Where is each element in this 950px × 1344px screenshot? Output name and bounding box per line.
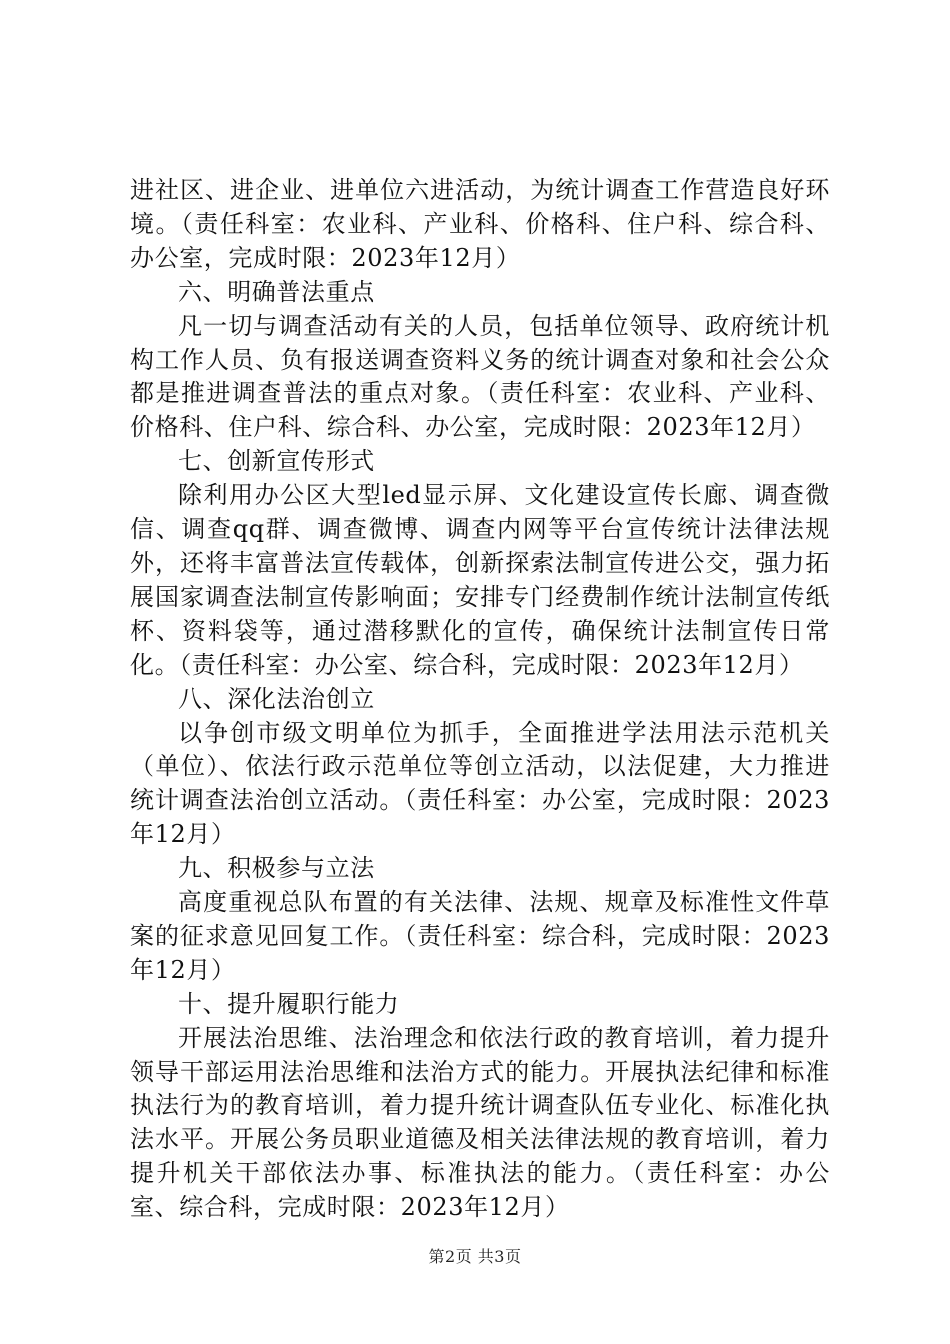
section-heading-10: 十、提升履职行能力 bbox=[178, 989, 400, 1018]
document-body bbox=[130, 174, 830, 1225]
section-heading-8: 八、深化法治创立 bbox=[178, 684, 375, 713]
paragraph-section-8: 以争创市级文明单位为抓手，全面推进学法用法示范机关（单位）、依法行政示范单位等创立活动，以法促建，大力推进统计调查法治创立活动。（责任科室：办公室，完成时限：2023年12月） bbox=[130, 718, 830, 849]
paragraph-section-7: 除利用办公区大型led显示屏、文化建设宣传长廊、调查微信、调查qq群、调查微博、调查内网等平台宣传统计法律法规外，还将丰富普法宣传载体，创新探索法制宣传进公交，强力拓展国家调查法制宣传影响面；安排专门经费制作统计法制宣传纸杯、资料袋等，通过潜移默化的宣传，确保统计法制宣传日常化。（责任科室：办公室、综合科，完成时限：2023年12月） bbox=[130, 481, 830, 679]
paragraph-section-9: 高度重视总队布置的有关法律、法规、规章及标准性文件草案的征求意见回复工作。（责任科室：综合科，完成时限：2023年12月） bbox=[130, 888, 830, 984]
page-number-footer: 第2页 共3页 bbox=[428, 1247, 522, 1266]
section-heading-6: 六、明确普法重点 bbox=[178, 277, 375, 306]
section-heading-7: 七、创新宣传形式 bbox=[178, 447, 375, 476]
section-heading-9: 九、积极参与立法 bbox=[178, 854, 375, 883]
paragraph-section-10: 开展法治思维、法治理念和依法行政的教育培训，着力提升领导干部运用法治思维和法治方式的能力。开展执法纪律和标准执法行为的教育培训，着力提升统计调查队伍专业化、标准化执法水平。开展公务员职业道德及相关法律法规的教育培训，着力提升机关干部依法办事、标准执法的能力。（责任科室：办公室、综合科，完成时限：2023年12月） bbox=[130, 1023, 830, 1222]
paragraph-continuation: 进社区、进企业、进单位六进活动，为统计调查工作营造良好环境。（责任科室：农业科、产业科、价格科、住户科、综合科、办公室，完成时限：2023年12月） bbox=[130, 176, 830, 272]
paragraph-section-6: 凡一切与调查活动有关的人员，包括单位领导、政府统计机构工作人员、负有报送调查资料义务的统计调查对象和社会公众都是推进调查普法的重点对象。（责任科室：农业科、产业科、价格科、住户科、综合科、办公室，完成时限：2023年12月） bbox=[130, 311, 830, 442]
